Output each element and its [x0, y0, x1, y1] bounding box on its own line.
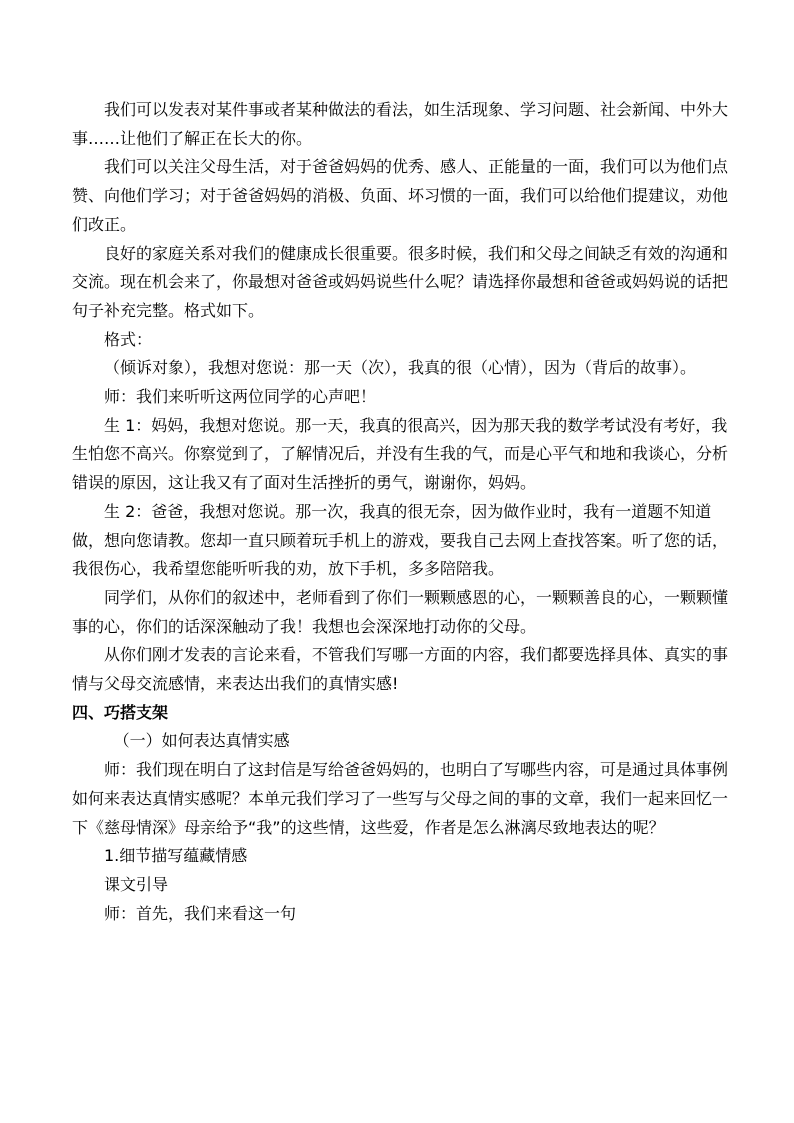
teacher-line-listen: 师：我们来听听这两位同学的心声吧！ [104, 387, 377, 407]
student-1-speech: 生 1：妈妈，我想对您说。那一天，我真的很高兴，因为那天我的数学考试没有考好，我生怕您不高兴。你察觉到了，了解情况后，并没有生我的气，而是心平气和地和我谈心，分析错误的原因，这让我又有了面对生活挫折的勇气，谢谢你，妈妈。 [72, 415, 729, 493]
subsection-heading [72, 727, 728, 756]
paragraph-parents-life: 我们可以关注父母生活，对于爸爸妈妈的优秀、感人、正能量的一面，我们可以为他们点赞、向他们学习；对于爸爸妈妈的消极、负面、坏习惯的一面，我们可以给他们提建议，劝他们改正。 [72, 157, 729, 234]
teacher-feedback: 同学们，从你们的叙述中，老师看到了你们一颗颗感恩的心，一颗颗善良的心，一颗颗懂事的心，你们的话深深触动了我！我想也会深深地打动你的父母。 [72, 587, 729, 636]
subsection-heading-text: （一）如何表达真情实感 [113, 731, 290, 751]
format-label: 格式： [104, 329, 153, 349]
detail-description-title: 1.细节描写蕴藏情感 [104, 846, 248, 866]
section-heading: 四、巧搭支架 [72, 702, 169, 722]
paragraph-opinion: 我们可以发表对某件事或者某种做法的看法，如生活现象、学习问题、社会新闻、中外大事……让他们了解正在长大的你。 [72, 100, 729, 148]
text-guidance-label: 课文引导 [104, 874, 169, 894]
document-page [72, 96, 728, 928]
format-template: （倾诉对象），我想对您说：那一天（次），我真的很（心情），因为（背后的故事）。 [104, 358, 697, 378]
paragraph-family-relation: 良好的家庭关系对我们的健康成长很重要。很多时候，我们和父母之间缺乏有效的沟通和交流。现在机会来了，你最想对爸爸或妈妈说些什么呢？请选择你最想和爸爸或妈妈说的话把句子补充完整。格式如下。 [72, 243, 729, 320]
student-2-speech: 生 2：爸爸，我想对您说。那一次，我真的很无奈，因为做作业时，我有一道题不知道做，想向您请教。您却一直只顾着玩手机上的游戏，要我自己去网上查找答案。听了您的话，我很伤心，我希望您能听听我的劝，放下手机，多多陪陪我。 [72, 501, 729, 579]
summary-paragraph: 从你们刚才发表的言论来看，不管我们写哪一方面的内容，我们都要选择具体、真实的事情与父母交流感情，来表达出我们的真情实感! [72, 645, 729, 694]
teacher-first-sentence: 师：首先，我们来看这一句 [104, 903, 297, 923]
teacher-question: 师：我们现在明白了这封信是写给爸爸妈妈的，也明白了写哪些内容，可是通过具体事例如何来表达真情实感呢？本单元我们学习了一些写与父母之间的事的文章，我们一起来回忆一下《慈母情深》母亲给予“我”的这些情，这些爱，作者是怎么淋漓尽致地表达的呢？ [72, 760, 729, 837]
